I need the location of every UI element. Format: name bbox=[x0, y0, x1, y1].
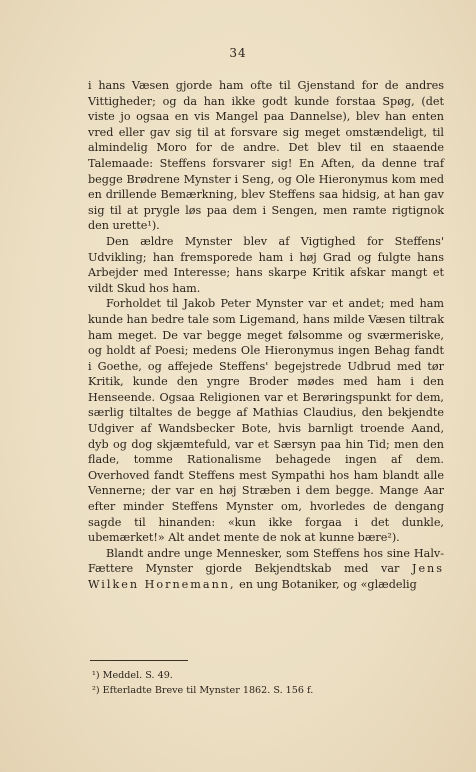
paragraph-text: en ung Botaniker, og «glædelig bbox=[239, 578, 417, 591]
spaced-name: Jens Wilken Hornemann, bbox=[88, 562, 445, 591]
paragraph: Den ældre Mynster blev af Vigtighed for Steffens' Udvikling; han fremsporede ham i høj Grad og fulgte hans Arbejder med Interesse; hans skarpe Kritik afskar mangt et vildt Skud hos ham. bbox=[88, 234, 444, 295]
paragraph-text: Blandt andre unge Mennesker, som Steffens hos sine Halv-Fættere Mynster gjorde Bekjendtskab med var bbox=[88, 546, 444, 576]
paragraph bbox=[88, 546, 444, 593]
footnote-rule bbox=[90, 660, 188, 661]
footnotes bbox=[88, 668, 444, 698]
page-number: 34 bbox=[229, 46, 247, 60]
footnote: ¹) Meddel. S. 49. bbox=[92, 670, 173, 681]
paragraph: i hans Væsen gjorde ham ofte til Gjenstand for de andres Vittigheder; og da han ikke godt kunde forstaa Spøg, (det viste jo ogsaa en vis Mangel paa Dannelse), blev han enten vred eller gav sig til at forsvare sig meget omstændeligt, til almindelig Moro for de andre. Det blev til en staaende Talemaade: Steffens forsvarer sig! En Aften, da denne traf begge Brødrene Mynster i Seng, og Ole Hieronymus kom med en drillende Bemærkning, blev Steffens saa hidsig, at han gav sig til at prygle løs paa dem i Sengen, men ramte rigtignok den urette¹). bbox=[88, 79, 444, 233]
footnote: ²) Efterladte Breve til Mynster 1862. S. 156 f. bbox=[92, 685, 314, 696]
body-text bbox=[88, 78, 444, 593]
paragraph: Forholdet til Jakob Peter Mynster var et andet; med ham kunde han bedre tale som Ligemand, hans milde Væsen tiltrak ham meget. De var begge meget følsomme og sværmeriske, og holdt af Poesi; medens Ole Hieronymus ingen Behag fandt i Goethe, og affejede Steffens' begejstrede Udbrud med tør Kritik, kunde den yngre Broder mødes med ham i den Henseende. Ogsaa Religionen var et Berøringspunkt for dem, særlig tiltaltes de begge af Mathias Claudius, den bekjendte Udgiver af Wandsbecker Bote, hvis barnligt troende Aand, dyb og dog skjæmtefuld, var et Særsyn paa hin Tid; men den flade, tomme Rationalisme behagede ingen af dem. Overhoved fandt Steffens mest Sympathi hos ham blandt alle Vennerne; der var en høj Stræben i dem begge. Mange Aar efter minder Steffens Mynster om, hvorledes de dengang sagde til hinanden: «kun ikke forgaa i det dunkle, ubemærket!» Alt andet mente de nok at kunne bære²). bbox=[88, 297, 444, 545]
